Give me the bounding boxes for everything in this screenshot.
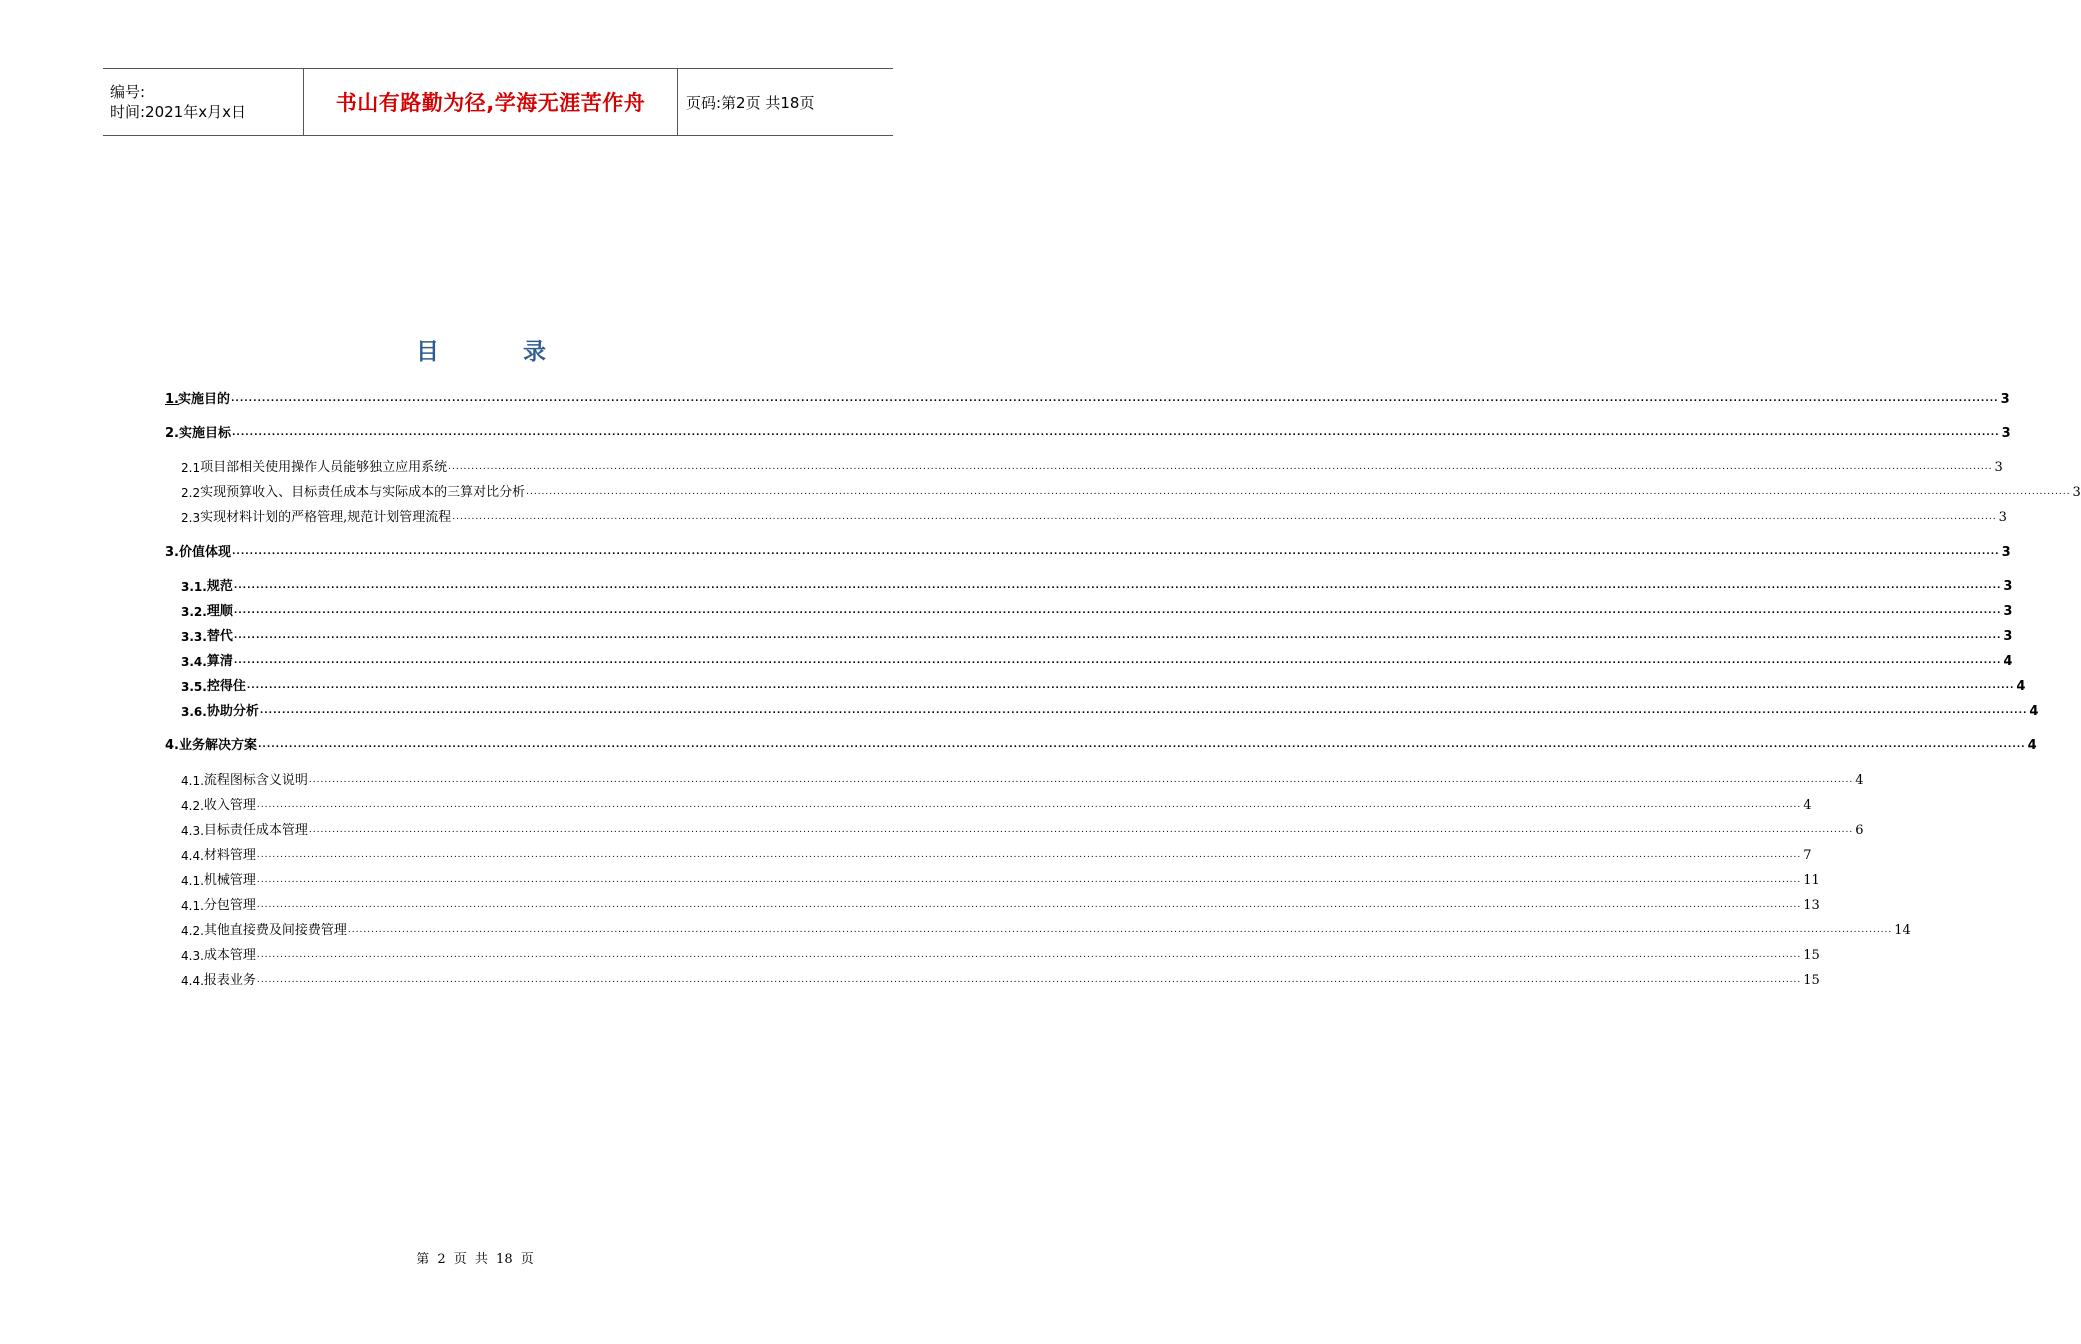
toc-entry-4-4[interactable] xyxy=(181,845,1812,863)
toc-entry-number: 2. xyxy=(165,426,179,441)
toc-dot-leader: ................................................................................................................................................................................................................................................................................................................................................................................................................ xyxy=(256,800,1802,810)
toc-entry-number: 4.1. xyxy=(181,774,204,788)
toc-entry-4[interactable] xyxy=(165,735,2037,753)
toc-entry-page: 13 xyxy=(1803,898,1820,913)
toc-entry-3-2[interactable] xyxy=(181,601,2013,619)
toc-entry-number: 2.1 xyxy=(181,461,201,475)
toc-entry-number: 1. xyxy=(165,392,179,407)
toc-entry-page: 3 xyxy=(2003,629,2013,644)
toc-entry-number: 3.4. xyxy=(181,655,207,669)
toc-entry-page: 6 xyxy=(1855,823,1864,838)
page-footer xyxy=(0,1248,950,1267)
toc-entry-title: 业务解决方案 xyxy=(178,738,257,753)
toc-dot-leader: ................................................................................................................................................................................................................................................................................................................................................................................................................ xyxy=(233,656,2002,666)
toc-entry-number: 3.2. xyxy=(181,605,207,619)
toc-entry-number: 4.4. xyxy=(181,849,204,863)
toc-entry-page: 4 xyxy=(1855,773,1864,788)
toc-entry-page: 3 xyxy=(2001,426,2011,441)
toc-entry-3[interactable] xyxy=(165,542,2011,560)
toc-entry-title: 目标责任成本管理 xyxy=(203,823,308,838)
toc-entry-3-3[interactable] xyxy=(181,626,2013,644)
toc-entry-page: 4 xyxy=(2003,654,2013,669)
toc-entry-3-6[interactable] xyxy=(181,701,2039,719)
toc-entry-page: 3 xyxy=(2003,579,2013,594)
toc-entry-number: 4.2. xyxy=(181,924,204,938)
footer-page-number: 第 2 页 共 18 页 xyxy=(416,1252,534,1267)
toc-entry-page: 4 xyxy=(1803,798,1812,813)
toc-entry-number: 4.1. xyxy=(181,874,204,888)
toc-entry-page: 4 xyxy=(2029,704,2039,719)
toc-entry-title: 协助分析 xyxy=(206,704,259,719)
header-meta-cell xyxy=(103,69,304,135)
toc-entry-number: 4. xyxy=(165,738,179,753)
toc-entry-title: 实施目的 xyxy=(177,392,230,407)
toc-dot-leader: ................................................................................................................................................................................................................................................................................................................................................................................................................ xyxy=(347,925,1893,935)
toc-entry-number: 2.3 xyxy=(181,511,201,525)
header-page-cell xyxy=(678,69,893,135)
toc-entry-number: 2.2 xyxy=(181,486,201,500)
toc-entry-2[interactable] xyxy=(165,423,2011,441)
toc-entry-3-4[interactable] xyxy=(181,651,2013,669)
toc-dot-leader: ................................................................................................................................................................................................................................................................................................................................................................................................................ xyxy=(233,581,2002,591)
toc-entry-page: 7 xyxy=(1803,848,1812,863)
toc-entry-title: 实现材料计划的严格管理,规范计划管理流程 xyxy=(200,510,452,525)
toc-entry-3-1[interactable] xyxy=(181,576,2013,594)
toc-entry-3-5[interactable] xyxy=(181,676,2026,694)
toc-entry-number: 3.5. xyxy=(181,680,207,694)
toc-dot-leader: ................................................................................................................................................................................................................................................................................................................................................................................................................ xyxy=(448,462,1993,472)
toc-entry-number: 3.1. xyxy=(181,580,207,594)
toc-entry-4-3-cost[interactable] xyxy=(181,945,1820,963)
toc-entry-number: 3.6. xyxy=(181,705,207,719)
toc-entry-number: 3. xyxy=(165,545,179,560)
toc-entry-4-1[interactable] xyxy=(181,770,1864,788)
toc-dot-leader: ................................................................................................................................................................................................................................................................................................................................................................................................................ xyxy=(256,950,1802,960)
toc-entry-2-2[interactable] xyxy=(181,482,2081,500)
toc-entry-title: 项目部相关使用操作人员能够独立应用系统 xyxy=(200,460,448,475)
toc-dot-leader: ................................................................................................................................................................................................................................................................................................................................................................................................................ xyxy=(256,850,1802,860)
toc-entry-title: 收入管理 xyxy=(203,798,256,813)
toc-entry-title: 报表业务 xyxy=(203,973,256,988)
toc-entry-title: 材料管理 xyxy=(203,848,256,863)
toc-dot-leader: ................................................................................................................................................................................................................................................................................................................................................................................................................ xyxy=(256,900,1802,910)
toc-entry-2-3[interactable] xyxy=(181,507,2007,525)
toc-entry-title: 机械管理 xyxy=(203,873,256,888)
toc-entry-page: 3 xyxy=(2003,604,2013,619)
toc-entry-4-1-machinery[interactable] xyxy=(181,870,1820,888)
toc-dot-leader: ................................................................................................................................................................................................................................................................................................................................................................................................................ xyxy=(308,775,1854,785)
toc-entry-4-1-subcontract[interactable] xyxy=(181,895,1820,913)
page-header xyxy=(103,68,893,136)
toc-dot-leader: ................................................................................................................................................................................................................................................................................................................................................................................................................ xyxy=(259,706,2028,716)
toc-entry-page: 15 xyxy=(1803,973,1820,988)
page-label: 页码:第2页 共18页 xyxy=(686,93,815,112)
toc-entry-title: 价值体现 xyxy=(178,545,231,560)
toc-entry-4-2-other-fees[interactable] xyxy=(181,920,1911,938)
toc-entry-2-1[interactable] xyxy=(181,457,2003,475)
toc-entry-title: 规范 xyxy=(206,579,233,594)
toc-entry-4-2[interactable] xyxy=(181,795,1812,813)
toc-entry-title: 成本管理 xyxy=(203,948,256,963)
toc-entry-title: 实施目标 xyxy=(178,426,231,441)
toc-entry-title: 分包管理 xyxy=(203,898,256,913)
toc-entry-page: 14 xyxy=(1894,923,1911,938)
toc-dot-leader: ................................................................................................................................................................................................................................................................................................................................................................................................................ xyxy=(256,875,1802,885)
toc-entry-page: 3 xyxy=(1994,460,2003,475)
toc-dot-leader: ................................................................................................................................................................................................................................................................................................................................................................................................................ xyxy=(526,487,2071,497)
toc-entry-title: 流程图标含义说明 xyxy=(203,773,308,788)
toc-entry-title: 算清 xyxy=(206,654,233,669)
toc-entry-page: 3 xyxy=(1998,510,2007,525)
toc-entry-number: 4.1. xyxy=(181,899,204,913)
toc-dot-leader: ................................................................................................................................................................................................................................................................................................................................................................................................................ xyxy=(246,681,2015,691)
toc-entry-title: 实现预算收入、目标责任成本与实际成本的三算对比分析 xyxy=(200,485,526,500)
toc-entry-page: 4 xyxy=(2016,679,2026,694)
toc-entry-4-3[interactable] xyxy=(181,820,1864,838)
toc-entry-page: 3 xyxy=(2001,545,2011,560)
toc-dot-leader: ................................................................................................................................................................................................................................................................................................................................................................................................................ xyxy=(256,975,1802,985)
toc-entry-number: 4.3. xyxy=(181,824,204,838)
toc-dot-leader: ................................................................................................................................................................................................................................................................................................................................................................................................................ xyxy=(258,740,2026,750)
toc-dot-leader: ................................................................................................................................................................................................................................................................................................................................................................................................................ xyxy=(233,631,2002,641)
motto: 书山有路勤为径,学海无涯苦作舟 xyxy=(335,91,646,115)
toc-entry-title: 替代 xyxy=(206,629,233,644)
toc-entry-number: 4.4. xyxy=(181,974,204,988)
toc-entry-page: 3 xyxy=(2072,485,2081,500)
toc-entry-number: 4.3. xyxy=(181,949,204,963)
toc-entry-page: 4 xyxy=(2027,738,2037,753)
toc-dot-leader: ................................................................................................................................................................................................................................................................................................................................................................................................................ xyxy=(308,825,1854,835)
toc-entry-page: 15 xyxy=(1803,948,1820,963)
toc-entry-page: 3 xyxy=(2000,392,2010,407)
toc-title: 目 录 xyxy=(415,339,584,365)
toc-entry-title: 其他直接费及间接费管理 xyxy=(203,923,347,938)
toc-entry-4-4-reports[interactable] xyxy=(181,970,1820,988)
time-label: 时间:2021年x月x日 xyxy=(110,103,246,121)
toc-dot-leader: ................................................................................................................................................................................................................................................................................................................................................................................................................ xyxy=(233,606,2002,616)
toc-dot-leader: ................................................................................................................................................................................................................................................................................................................................................................................................................ xyxy=(452,512,1997,522)
toc-dot-leader: ................................................................................................................................................................................................................................................................................................................................................................................................................ xyxy=(232,428,2000,438)
code-label: 编号: xyxy=(110,83,146,101)
toc-entry-title: 理顺 xyxy=(206,604,233,619)
toc-entry-page: 11 xyxy=(1803,873,1820,888)
toc-entry-number: 3.3. xyxy=(181,630,207,644)
header-motto-cell xyxy=(304,69,678,135)
toc-entry-1[interactable] xyxy=(165,389,2010,407)
toc-entry-title: 控得住 xyxy=(206,679,246,694)
toc-entry-number: 4.2. xyxy=(181,799,204,813)
toc-dot-leader: ................................................................................................................................................................................................................................................................................................................................................................................................................ xyxy=(231,394,1999,404)
toc-dot-leader: ................................................................................................................................................................................................................................................................................................................................................................................................................ xyxy=(232,547,2000,557)
